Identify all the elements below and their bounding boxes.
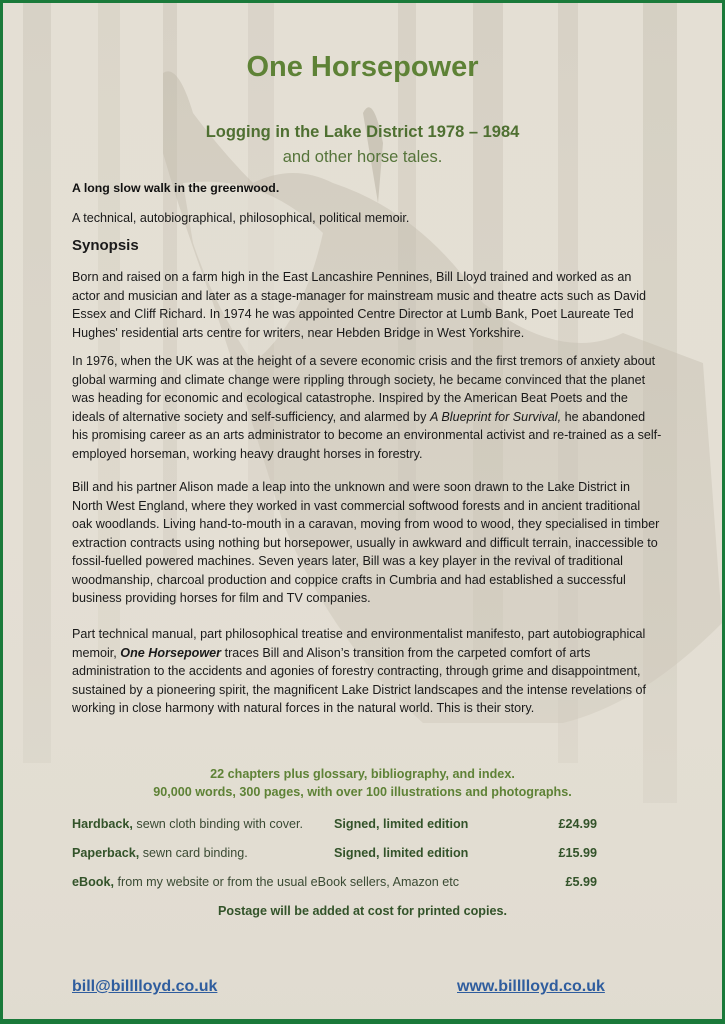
format-label: eBook,	[72, 875, 114, 889]
format-description: sewn card binding.	[139, 846, 248, 860]
book-reference: A Blueprint for Survival,	[429, 409, 562, 424]
book-subtitle-secondary: and other horse tales.	[282, 148, 443, 166]
paragraph-text: Part technical manual, part philosophical treatise and environmentalist manifesto, part autobiographical memoir,	[72, 627, 646, 660]
paragraph-text: In 1976, when the UK was at the height of a severe economic crisis and the first tremors of anxiety about global warming and climate change were rippling through society, he became convinced that the planet was heading for economic and ecological catastrophe. Inspired by the American Beat Poets and the ideals of alternative society and self-sufficiency, and alarmed by	[72, 354, 656, 424]
paragraph-text: he abandoned his promising career as an arts administrator to become an environmental activist and re-trained as a self-employed horseman, working heavy draught horses in forestry.	[72, 409, 662, 461]
synopsis-paragraph-2	[72, 352, 662, 463]
format-description: from my website or from the usual eBook sellers, Amazon etc	[114, 875, 460, 889]
tagline: A long slow walk in the greenwood.	[72, 181, 280, 195]
stats-line-1: 22 chapters plus glossary, bibliography, and index.	[210, 767, 515, 781]
book-title-inline: One Horsepower	[120, 645, 222, 660]
format-label: Paperback,	[72, 846, 140, 860]
book-title: One Horsepower	[246, 51, 479, 83]
price-row-paperback	[72, 846, 597, 860]
synopsis-paragraph-3: Bill and his partner Alison made a leap into the unknown and were soon drawn to the Lake District in North West England, where they worked in vast commercial softwood forests and in ancient traditional oak woodlands. Living hand-to-mouth in a caravan, moving from wood to wood, they specialised in timber extraction contracts using nothing but horsepower, usually in awkward and difficult terrain, inaccessible to fossil-fuelled powered machines. Seven years later, Bill was a key player in the revival of traditional woodmanship, charcoal production and coppice crafts in Cumbria and had established a successful business providing horses for film and TV companies.	[72, 480, 660, 605]
book-description: A technical, autobiographical, philosophical, political memoir.	[72, 211, 410, 225]
synopsis-paragraph-4	[72, 625, 662, 718]
book-stats	[3, 765, 722, 801]
price-row-hardback	[72, 817, 597, 831]
edition-label: Signed, limited edition	[334, 817, 469, 831]
price: £5.99	[565, 875, 597, 889]
stats-line-2: 90,000 words, 300 pages, with over 100 illustrations and photographs.	[153, 785, 572, 799]
format-label: Hardback,	[72, 817, 133, 831]
price: £24.99	[558, 817, 597, 831]
website-link[interactable]: www.billlloyd.co.uk	[457, 978, 605, 995]
book-subtitle: Logging in the Lake District 1978 – 1984	[205, 123, 520, 141]
paragraph-text: traces Bill and Alison’s transition from the carpeted comfort of arts administration to the accidents and agonies of forestry contracting, through grime and disappointment, sustained by a pioneering spirit, the magnificent Lake District landscapes and the intense revelations of working in close harmony with natural forces in the natural world. This is their story.	[72, 645, 647, 715]
synopsis-heading: Synopsis	[72, 237, 139, 254]
postage-note: Postage will be added at cost for printed copies.	[217, 904, 507, 918]
synopsis-paragraph-1: Born and raised on a farm high in the East Lancashire Pennines, Bill Lloyd trained and worked as an actor and musician and later as a stage-manager for mainstream music and theatre acts such as David Essex and Cliff Richard. In 1974 he was appointed Centre Director at Lumb Bank, Poet Laureate Ted Hughes' residential arts centre for writers, near Hebden Bridge in West Yorkshire.	[72, 270, 646, 340]
email-link[interactable]: bill@billlloyd.co.uk	[72, 978, 218, 995]
format-description: sewn cloth binding with cover.	[132, 817, 304, 831]
price: £15.99	[558, 846, 597, 860]
edition-label: Signed, limited edition	[334, 846, 469, 860]
price-row-ebook	[72, 875, 597, 889]
